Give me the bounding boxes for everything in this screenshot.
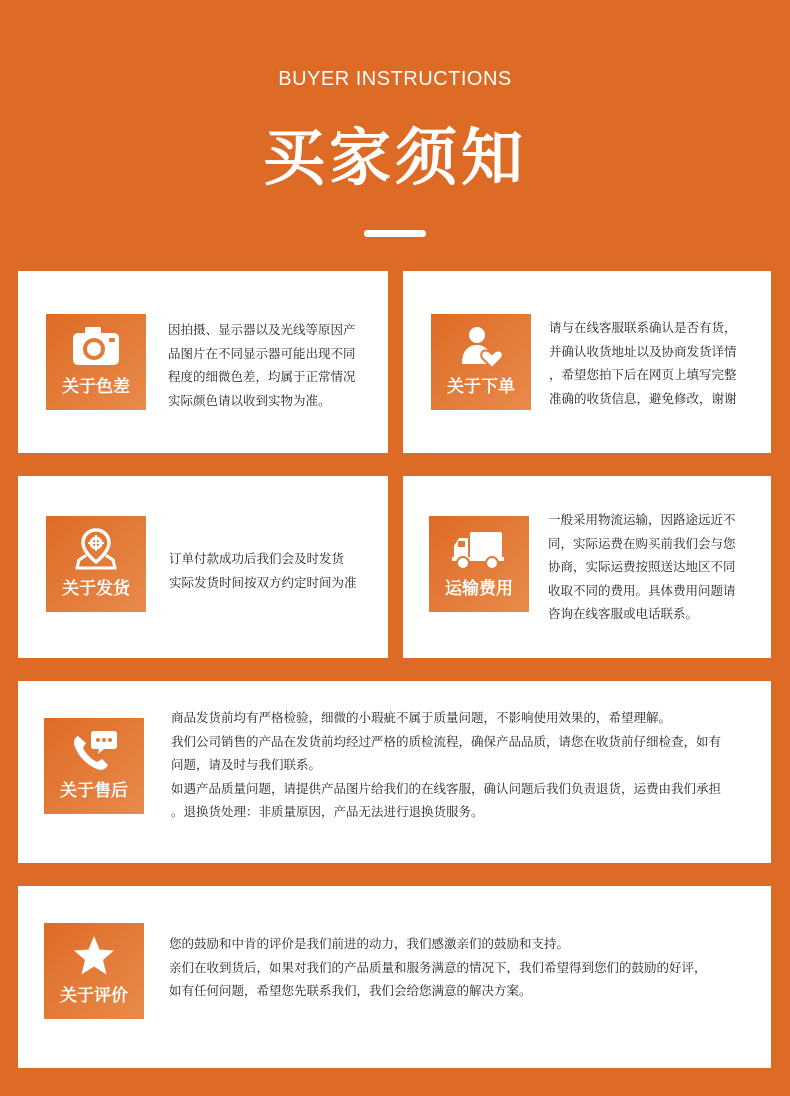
user-heart-icon [431, 324, 531, 370]
text-line: 商品发货前均有严格检验，细微的小瑕疵不属于质量问题，不影响使用效果的，希望理解。 [171, 710, 672, 725]
text-line: 并确认收货地址以及协商发货详情 [549, 343, 737, 359]
text-line: 协商，实际运费按照送达地区不同 [548, 559, 736, 574]
card-shipping [18, 476, 388, 658]
text-line: 程度的细微色差，均属于正常情况 [168, 369, 356, 384]
star-icon [44, 933, 144, 979]
text-line: 问题，请及时与我们联系。 [171, 757, 322, 772]
text-line: 请与在线客服联系确认是否有货， [549, 320, 737, 335]
card-color-difference [18, 271, 388, 453]
card-text [548, 508, 736, 626]
card-text [171, 706, 721, 824]
card-after-sale [18, 681, 771, 863]
phone-chat-icon [44, 728, 144, 774]
page-title: 买家须知 [262, 121, 527, 194]
badge-label: 关于售后 [60, 781, 128, 801]
badge-label: 关于发货 [62, 579, 130, 599]
card-text [168, 318, 356, 412]
card-review [18, 886, 771, 1068]
badge-review [44, 923, 144, 1019]
text-line: 我们公司销售的产品在发货前均经过严格的质检流程，确保产品品质，请您在收货前仔细检查，如有 [171, 733, 722, 749]
badge-freight [429, 516, 529, 612]
card-order [403, 271, 771, 453]
location-pin-icon [46, 526, 146, 572]
text-line: 如遇产品质量问题，请提供产品图片给我们的在线客服，确认问题后我们负责退货，运费由我们承担 [171, 780, 722, 796]
text-line: 同，实际运费在购买前我们会与您 [548, 535, 736, 551]
text-line: 您的鼓励和中肯的评价是我们前进的动力，我们感激亲们的鼓励和支持。 [169, 936, 570, 951]
text-line: 收取不同的费用。具体费用问题请 [548, 582, 736, 598]
card-text [549, 316, 737, 410]
page-subtitle: BUYER INSTRUCTIONS [278, 68, 512, 90]
text-line: 咨询在线客服或电话联系。 [548, 606, 699, 621]
text-line: 订单付款成功后我们会及时发货 [169, 551, 345, 566]
text-line: 实际颜色请以收到实物为准。 [168, 392, 331, 408]
text-line: 一般采用物流运输，因路途远近不 [548, 512, 736, 527]
badge-label: 关于评价 [60, 986, 128, 1006]
card-text [169, 547, 357, 594]
card-text [169, 932, 707, 1003]
badge-color-difference [46, 314, 146, 410]
text-line: 因拍摄、显示器以及光线等原因产 [168, 322, 356, 337]
text-line: 。退换货处理：非质量原因，产品无法进行退换货服务。 [171, 804, 484, 819]
camera-icon [46, 324, 146, 370]
badge-order [431, 314, 531, 410]
badge-shipping [46, 516, 146, 612]
title-divider [364, 230, 426, 237]
card-freight [403, 476, 771, 658]
text-line: 如有任何问题，希望您先联系我们，我们会给您满意的解决方案。 [169, 983, 532, 998]
badge-after-sale [44, 718, 144, 814]
text-line: 准确的收货信息，避免修改，谢谢 [549, 390, 737, 406]
badge-label: 关于下单 [447, 377, 515, 397]
truck-icon [429, 526, 529, 572]
badge-label: 运输费用 [445, 579, 513, 599]
text-line: ，希望您拍下后在网页上填写完整 [549, 367, 737, 382]
text-line: 品图片在不同显示器可能出现不同 [168, 345, 356, 361]
text-line: 实际发货时间按双方约定时间为准 [169, 574, 357, 590]
badge-label: 关于色差 [62, 377, 130, 397]
text-line: 亲们在收到货后，如果对我们的产品质量和服务满意的情况下，我们希望得到您们的鼓励的好评， [169, 959, 707, 975]
